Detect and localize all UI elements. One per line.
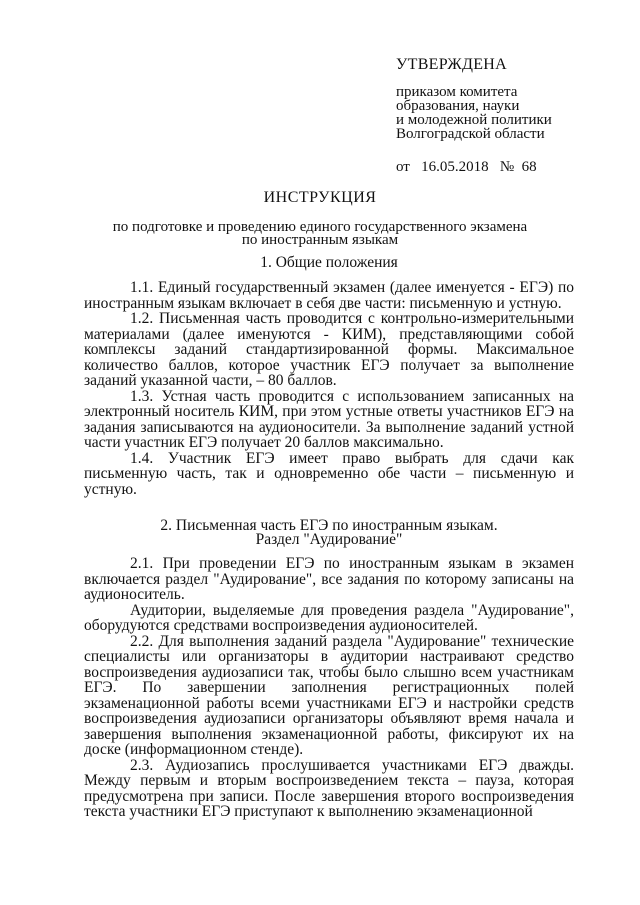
approval-line: приказом комитета <box>396 84 518 100</box>
section-2-body <box>84 556 574 820</box>
approval-line: Волгоградской области <box>396 126 545 142</box>
paragraph: 2.3. Аудиозапись прослушивается участниками ЕГЭ дважды. Между первым и вторым воспроизведением текста – пауза, которая предусмотрена при записи. После завершения второго воспроизведения текста участники ЕГЭ приступают к выполнению экзаменационной <box>84 756 574 820</box>
approval-line: и молодежной политики <box>396 112 552 128</box>
paragraph: 1.3. Устная часть проводится с использованием записанных на электронный носитель КИМ, при этом устные ответы участников ЕГЭ на задания записываются на аудионосители. За выполнение заданий устной части участник ЕГЭ получает 20 баллов максимально. <box>84 387 574 451</box>
approval-block <box>396 58 626 174</box>
section-2-heading <box>84 519 574 547</box>
section-2-heading-line: Раздел "Аудирование" <box>255 531 403 548</box>
subtitle-line: по подготовке и проведению единого государственного экзамена <box>112 219 528 235</box>
approval-line: образования, науки <box>396 98 520 114</box>
paragraph: 1.2. Письменная часть проводится с контрольно-измерительными материалами (далее именуются - КИМ), представляющими собой комплексы заданий стандартизированной формы. Максимальное количество баллов, которое участник ЕГЭ получает за выполнение заданий указанной части, – 80 баллов. <box>84 310 574 389</box>
paragraph: 2.1. При проведении ЕГЭ по иностранным языкам в экзамен включается раздел "Аудирование", все задания по которому записаны на аудионоситель. <box>84 555 574 603</box>
section-1-body <box>84 280 574 497</box>
paragraph: 1.4. Участник ЕГЭ имеет право выбрать для сдачи как письменную часть, так и одновременно обе части – письменную и устную. <box>84 449 574 498</box>
paragraph: 1.1. Единый государственный экзамен (далее именуется - ЕГЭ) по иностранным языкам включает в себя две части: письменную и устную. <box>84 279 574 312</box>
order-number: от 16.05.2018 № 68 <box>396 159 537 175</box>
document-subtitle <box>100 221 540 247</box>
paragraph: 2.2. Для выполнения заданий раздела "Аудирование" технические специалисты или организаторы в аудитории настраивают средство воспроизведения аудиозаписи так, чтобы было слышно всем участникам ЕГЭ. По завершении заполнения регистрационных полей экзаменационной работы всеми участниками ЕГЭ и настройки средств воспроизведения аудиозаписи организаторы объявляют время начала и завершения выполнения экзаменационной работы, фиксируют их на доске (информационном стенде). <box>84 632 574 758</box>
section-2-heading-line: 2. Письменная часть ЕГЭ по иностранным языкам. <box>160 517 498 534</box>
subtitle-line: по иностранным языкам <box>241 232 399 248</box>
document-title: ИНСТРУКЦИЯ <box>263 189 377 206</box>
approval-heading: УТВЕРЖДЕНА <box>396 56 508 73</box>
paragraph: Аудитории, выделяемые для проведения раздела "Аудирование", оборудуются средствами воспроизведения аудионосителей. <box>84 601 574 634</box>
section-1-heading: 1. Общие положения <box>260 254 398 271</box>
